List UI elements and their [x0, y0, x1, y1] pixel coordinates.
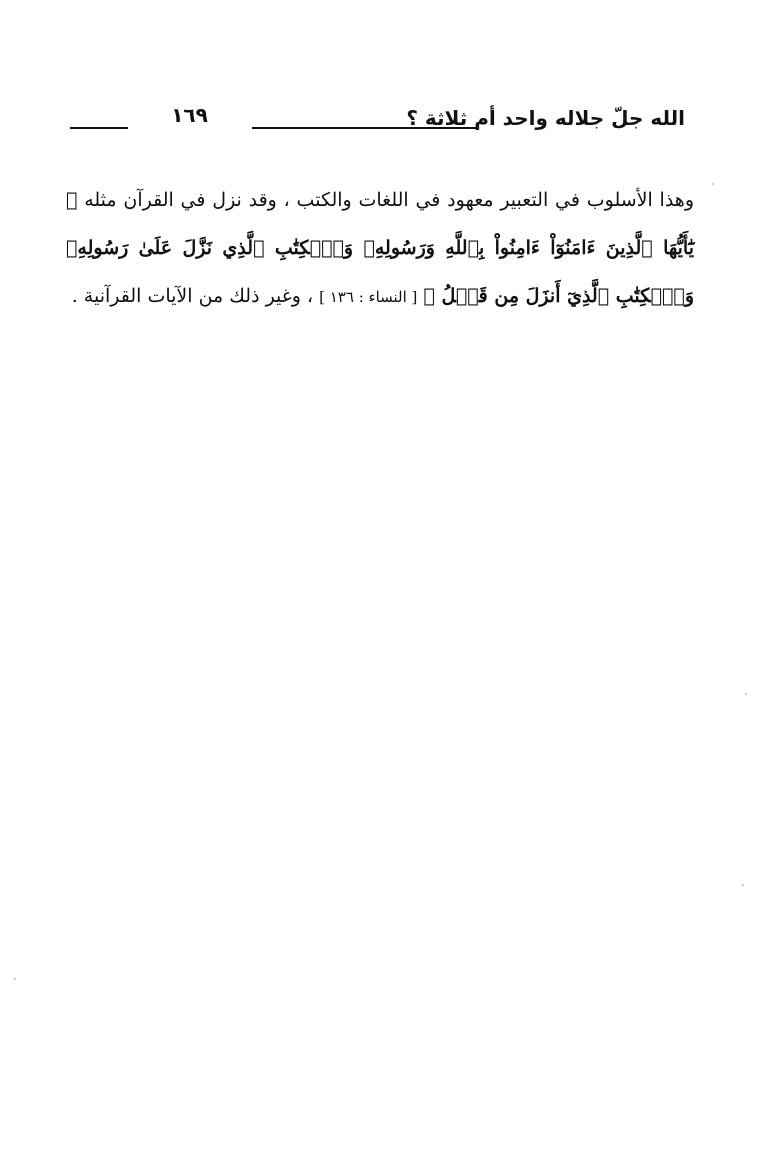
scan-speck: [14, 978, 16, 980]
paragraph-text: [66, 176, 694, 321]
page-header: [70, 103, 685, 137]
intro-text: وهذا الأسلوب في التعبير معهود في اللغات والكتب ، وقد نزل في القرآن مثله: [84, 189, 694, 211]
scan-speck: [712, 183, 714, 185]
closing-text: ، وغير ذلك من الآيات القرآنية .: [71, 285, 314, 307]
body-paragraph: [66, 176, 694, 321]
scan-speck: [745, 693, 747, 695]
running-title: الله جلّ جلاله واحد أم ثلاثة ؟: [406, 106, 685, 130]
page-number: ١٦٩: [171, 103, 208, 127]
verse-citation: [ النساء : ١٣٦ ]: [319, 288, 418, 306]
header-rule-short: [70, 127, 128, 129]
scan-speck: [742, 884, 744, 886]
header-rule-long: [252, 127, 477, 129]
quran-verse: ﴿ يَٰٓأَيُّهَا ٱلَّذِينَ ءَامَنُوٓاْ ءَامِنُواْ بِٱللَّهِ وَرَسُولِهِۦ وَٱلۡكِتَٰبِ ٱلَّذِي نَزَّلَ عَلَىٰ رَسُولِهِۦ وَٱلۡكِتَٰبِ ٱلَّذِيٓ أَنزَلَ مِن قَبۡلُ ﴾: [66, 189, 694, 307]
